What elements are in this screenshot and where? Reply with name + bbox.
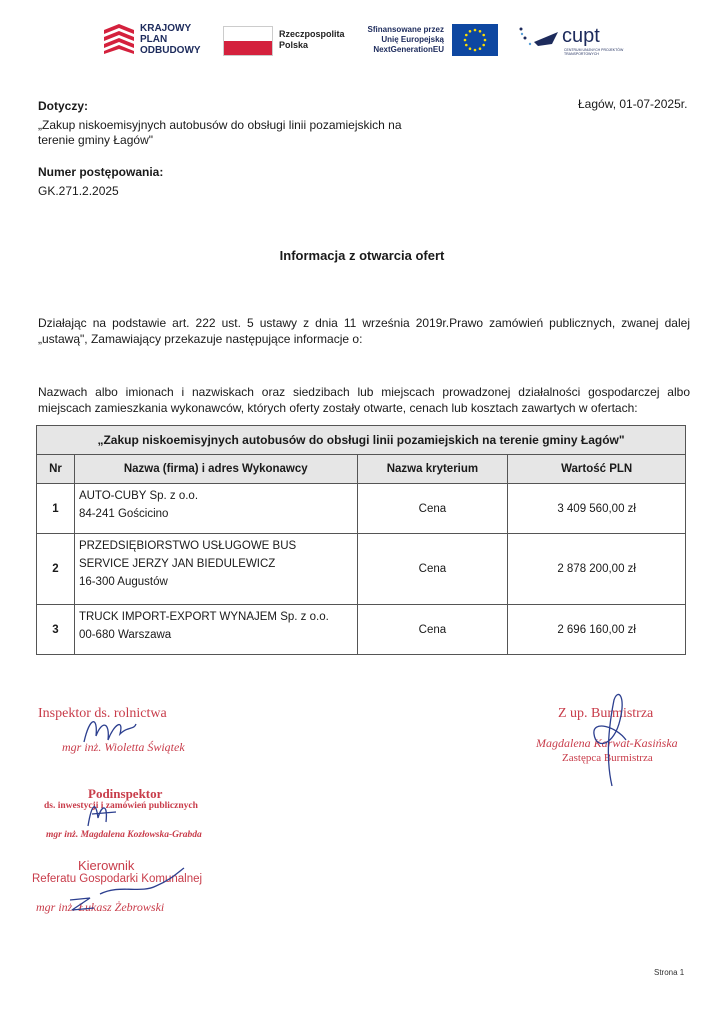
contractor-line: 00-680 Warszawa xyxy=(78,629,172,641)
signature-zebrowski-icon xyxy=(60,864,190,914)
contractor-line: SERVICE JERZY JAN BIEDULEWICZ xyxy=(78,558,276,570)
eu-line: Unię Europejską xyxy=(381,35,444,44)
stamp-inspector-title: Inspektor ds. rolnictwa xyxy=(38,706,167,721)
kpo-flag-icon xyxy=(104,24,134,54)
column-header: Nr xyxy=(37,455,75,484)
eu-line: NextGenerationEU xyxy=(373,45,444,54)
cupt-subtitle: CENTRUM UNIJNYCH PROJEKTÓW TRANSPORTOWYCH xyxy=(564,48,624,56)
subject-label: Dotyczy: xyxy=(38,99,89,113)
rp-line: Rzeczpospolita xyxy=(279,29,345,39)
polish-flag-icon xyxy=(223,26,273,56)
stamp-mayor-name: Magdalena Karwat-Kasińska xyxy=(536,736,678,750)
contractor-line: PRZEDSIĘBIORSTWO USŁUGOWE BUS xyxy=(78,540,297,552)
stamp-mayor-role: Zastępca Burmistrza xyxy=(562,752,653,764)
stamp-subinspector-name: mgr inż. Magdalena Kozłowska-Grabda xyxy=(46,830,202,840)
cupt-name: cupt xyxy=(562,25,600,47)
stamp-manager-title: Kierownik xyxy=(78,858,135,873)
table-row xyxy=(37,534,686,605)
value-cell: 3 409 560,00 zł xyxy=(508,484,686,534)
rp-logo xyxy=(223,26,353,58)
criterion-cell: Cena xyxy=(357,534,508,605)
cupt-mark-icon xyxy=(518,26,560,50)
kpo-logo xyxy=(104,22,214,58)
eu-flag-icon xyxy=(452,24,498,56)
eu-logo xyxy=(362,24,502,58)
page-number: Strona 1 xyxy=(654,968,685,977)
stamp-mayor-title: Z up. Burmistrza xyxy=(558,706,654,721)
contractor-cell xyxy=(74,605,357,655)
intro-paragraph: Działając na podstawie art. 222 ust. 5 ustawy z dnia 11 września 2019r.Prawo zamówień publicznych, zwanej dalej „ustawą", Zamawiający przekazuje następujące informacje o: xyxy=(38,316,690,346)
rp-line: Polska xyxy=(279,40,309,50)
description-paragraph: Nazwach albo imionach i nazwiskach oraz siedzibach lub miejscach prowadzonej działalności gospodarczej albo miejscach zamieszkania wykonawców, których oferty zostały otwarte, cenach lub kosztach zawartych w ofertach: xyxy=(38,385,690,415)
stamp-manager-subtitle: Referatu Gospodarki Komunalnej xyxy=(32,873,203,885)
signature-swiatek-icon xyxy=(80,712,140,752)
stamp-inspector-name: mgr inż. Wioletta Świątek xyxy=(62,740,185,754)
kpo-line: PLAN xyxy=(140,34,168,45)
contractor-line: 84-241 Gościcino xyxy=(78,508,169,520)
table-caption: „Zakup niskoemisyjnych autobusów do obsługi linii pozamiejskich na terenie gminy Łagów" xyxy=(37,426,686,455)
table-row xyxy=(37,605,686,655)
stamp-manager-name: mgr inż. Łukasz Żebrowski xyxy=(36,900,165,914)
column-header: Nazwa kryterium xyxy=(357,455,508,484)
column-header: Wartość PLN xyxy=(508,455,686,484)
document-date: Łagów, 01-07-2025r. xyxy=(578,97,688,111)
contractor-line: TRUCK IMPORT-EXPORT WYNAJEM Sp. z o.o. xyxy=(78,611,329,623)
signature-kozlowska-icon xyxy=(82,798,122,830)
contractor-line: 16-300 Augustów xyxy=(78,576,168,588)
cupt-logo xyxy=(518,22,638,58)
signature-karwat-icon xyxy=(586,690,634,790)
row-number: 3 xyxy=(37,605,75,655)
page-title: Informacja z otwarcia ofert xyxy=(279,248,445,263)
kpo-line: KRAJOWY xyxy=(140,23,192,34)
value-cell: 2 696 160,00 zł xyxy=(508,605,686,655)
kpo-line: ODBUDOWY xyxy=(140,45,201,56)
contractor-cell xyxy=(74,534,357,605)
table-row xyxy=(37,484,686,534)
column-header: Nazwa (firma) i adres Wykonawcy xyxy=(74,455,357,484)
procedure-label: Numer postępowania: xyxy=(38,165,164,179)
value-cell: 2 878 200,00 zł xyxy=(508,534,686,605)
stamp-subinspector-subtitle: ds. inwestycji i zamówień publicznych xyxy=(44,801,198,811)
row-number: 2 xyxy=(37,534,75,605)
eu-line: Sfinansowane przez xyxy=(367,25,444,34)
stamp-subinspector-title: Podinspektor xyxy=(88,786,163,801)
procedure-number: GK.271.2.2025 xyxy=(38,184,119,198)
criterion-cell: Cena xyxy=(357,484,508,534)
row-number: 1 xyxy=(37,484,75,534)
subject-line: „Zakup niskoemisyjnych autobusów do obsługi linii pozamiejskich na xyxy=(38,118,402,132)
contractor-cell xyxy=(74,484,357,534)
criterion-cell: Cena xyxy=(357,605,508,655)
subject-line: terenie gminy Łagów" xyxy=(38,133,153,147)
contractor-line: AUTO-CUBY Sp. z o.o. xyxy=(78,490,199,502)
offers-table xyxy=(36,425,686,655)
